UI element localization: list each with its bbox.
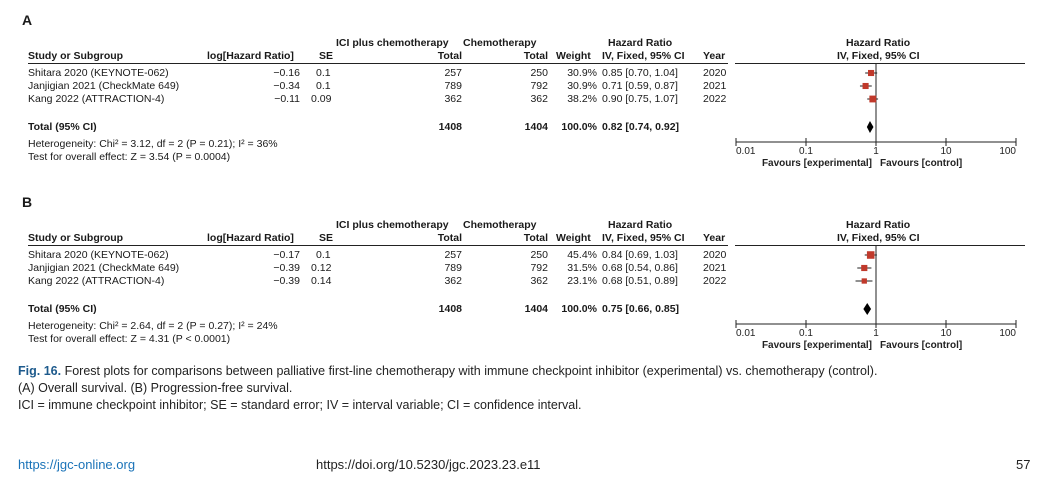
axis-tick-label: 10 [940, 146, 952, 157]
total-exp-value: 257 [444, 67, 462, 79]
loghr-value: −0.16 [273, 67, 300, 79]
heterogeneity-text: Heterogeneity: Chi² = 3.12, df = 2 (P = 0.21); I² = 36% [28, 138, 278, 150]
se-value: 0.1 [316, 67, 331, 79]
col-loghr: log[Hazard Ratio] [207, 232, 294, 244]
total-ctrl-value: 362 [530, 275, 548, 287]
study-name: Janjigian 2021 (CheckMate 649) [28, 262, 180, 274]
group-header-experimental: ICI plus chemotherapy [336, 219, 449, 231]
axis-tick-label: 0.1 [799, 328, 813, 339]
study-marker [863, 83, 869, 89]
col-total-ctrl: Total [523, 232, 548, 244]
total-exp-sum: 1408 [438, 303, 462, 315]
col-weight: Weight [556, 50, 591, 62]
hr-plot-sub: IV, Fixed, 95% CI [837, 232, 920, 244]
weight-value: 45.4% [567, 249, 597, 261]
favours-experimental-label: Favours [experimental] [761, 340, 872, 351]
year-value: 2020 [703, 67, 727, 79]
group-header-experimental: ICI plus chemotherapy [336, 37, 449, 49]
col-loghr: log[Hazard Ratio] [207, 50, 294, 62]
overall-effect-text: Test for overall effect: Z = 4.31 (P < 0.0001) [28, 333, 231, 345]
axis-tick-label: 0.01 [736, 328, 756, 339]
total-exp-value: 789 [444, 80, 462, 92]
total-exp-value: 362 [444, 275, 462, 287]
pooled-diamond [867, 121, 874, 133]
study-marker [867, 251, 875, 259]
col-se: SE [319, 232, 334, 244]
overall-effect-text: Test for overall effect: Z = 3.54 (P = 0.0004) [28, 151, 231, 163]
total-exp-value: 789 [444, 262, 462, 274]
study-marker [868, 70, 874, 76]
axis-tick-label: 0.1 [799, 146, 813, 157]
journal-link[interactable]: https://jgc-online.org [18, 457, 136, 472]
weight-value: 23.1% [567, 275, 597, 287]
total-ctrl-sum: 1404 [524, 121, 548, 133]
col-total-exp: Total [437, 50, 462, 62]
page-number: 57 [1016, 457, 1031, 472]
axis-tick-label: 100 [999, 328, 1016, 339]
col-weight: Weight [556, 232, 591, 244]
group-header-control: Chemotherapy [463, 219, 537, 231]
study-name: Shitara 2020 (KEYNOTE-062) [28, 67, 169, 79]
figure-label: Fig. 16. [18, 364, 62, 378]
total-ctrl-value: 792 [530, 262, 548, 274]
caption-line-2: (A) Overall survival. (B) Progression-free survival. [18, 381, 293, 395]
col-total-exp: Total [437, 232, 462, 244]
hr-column-title: Hazard Ratio [608, 219, 673, 231]
caption-line-1 [18, 363, 1038, 380]
total-exp-value: 362 [444, 93, 462, 105]
hr-ci-value: 0.68 [0.54, 0.86] [602, 262, 678, 274]
loghr-value: −0.17 [273, 249, 300, 261]
year-value: 2022 [703, 275, 727, 287]
caption-line-3: ICI = immune checkpoint inhibitor; SE = standard error; IV = interval variable; CI = confidence interval. [18, 398, 582, 412]
col-study: Study or Subgroup [28, 50, 124, 62]
group-header-control: Chemotherapy [463, 37, 537, 49]
hr-ci-value: 0.85 [0.70, 1.04] [602, 67, 678, 79]
hr-ci-value: 0.90 [0.75, 1.07] [602, 93, 678, 105]
total-ctrl-value: 250 [530, 67, 548, 79]
figure-caption [18, 363, 1038, 414]
total-ctrl-value: 792 [530, 80, 548, 92]
total-label: Total (95% CI) [28, 303, 97, 315]
panel-letter: B [22, 194, 33, 210]
se-value: 0.09 [311, 93, 332, 105]
hr-ci-value: 0.71 [0.59, 0.87] [602, 80, 678, 92]
col-se: SE [319, 50, 334, 62]
total-ctrl-value: 250 [530, 249, 548, 261]
favours-control-label: Favours [control] [880, 158, 963, 169]
col-study: Study or Subgroup [28, 232, 124, 244]
weight-value: 38.2% [567, 93, 597, 105]
year-value: 2022 [703, 93, 727, 105]
caption-text: Forest plots for comparisons between palliative first-line chemotherapy with immune checkpoint inhibitor (experimental) vs. chemotherapy (control). [64, 364, 878, 378]
se-value: 0.12 [311, 262, 332, 274]
axis-tick-label: 1 [873, 146, 879, 157]
study-name: Kang 2022 (ATTRACTION-4) [28, 275, 165, 287]
total-exp-value: 257 [444, 249, 462, 261]
forest-plot [728, 244, 1028, 354]
weight-value: 30.9% [567, 80, 597, 92]
panel-letter: A [22, 12, 33, 28]
study-marker [861, 265, 867, 271]
total-ctrl-sum: 1404 [524, 303, 548, 315]
weight-value: 30.9% [567, 67, 597, 79]
heterogeneity-text: Heterogeneity: Chi² = 2.64, df = 2 (P = 0.27); I² = 24% [28, 320, 278, 332]
axis-tick-label: 0.01 [736, 146, 756, 157]
hr-ci-value: 0.84 [0.69, 1.03] [602, 249, 678, 261]
study-name: Kang 2022 (ATTRACTION-4) [28, 93, 165, 105]
total-weight: 100.0% [561, 121, 597, 133]
header-rule [28, 63, 728, 64]
pooled-diamond [863, 303, 871, 315]
study-name: Janjigian 2021 (CheckMate 649) [28, 80, 180, 92]
col-hr-sub: IV, Fixed, 95% CI [602, 50, 685, 62]
hr-column-title: Hazard Ratio [608, 37, 673, 49]
total-hr-ci: 0.75 [0.66, 0.85] [602, 303, 680, 315]
col-total-ctrl: Total [523, 50, 548, 62]
loghr-value: −0.11 [274, 93, 300, 105]
se-value: 0.1 [316, 80, 331, 92]
favours-control-label: Favours [control] [880, 340, 963, 351]
hr-plot-title: Hazard Ratio [846, 37, 911, 49]
year-value: 2021 [703, 262, 727, 274]
total-weight: 100.0% [561, 303, 597, 315]
loghr-value: −0.39 [273, 275, 300, 287]
year-value: 2020 [703, 249, 727, 261]
study-marker [862, 278, 867, 283]
header-rule [28, 245, 728, 246]
loghr-value: −0.39 [273, 262, 300, 274]
axis-tick-label: 1 [873, 328, 879, 339]
axis-tick-label: 10 [940, 328, 952, 339]
doi-link[interactable]: https://doi.org/10.5230/jgc.2023.23.e11 [316, 457, 541, 472]
favours-experimental-label: Favours [experimental] [761, 158, 872, 169]
col-year: Year [703, 50, 726, 62]
se-value: 0.14 [311, 275, 332, 287]
study-marker [869, 96, 876, 103]
total-hr-ci: 0.82 [0.74, 0.92] [602, 121, 680, 133]
col-hr-sub: IV, Fixed, 95% CI [602, 232, 685, 244]
axis-tick-label: 100 [999, 146, 1016, 157]
weight-value: 31.5% [567, 262, 597, 274]
col-year: Year [703, 232, 726, 244]
total-ctrl-value: 362 [530, 93, 548, 105]
total-label: Total (95% CI) [28, 121, 97, 133]
loghr-value: −0.34 [273, 80, 300, 92]
forest-plot [728, 62, 1028, 172]
se-value: 0.1 [316, 249, 331, 261]
year-value: 2021 [703, 80, 727, 92]
hr-plot-sub: IV, Fixed, 95% CI [837, 50, 920, 62]
total-exp-sum: 1408 [438, 121, 462, 133]
hr-plot-title: Hazard Ratio [846, 219, 911, 231]
study-name: Shitara 2020 (KEYNOTE-062) [28, 249, 169, 261]
hr-ci-value: 0.68 [0.51, 0.89] [602, 275, 678, 287]
